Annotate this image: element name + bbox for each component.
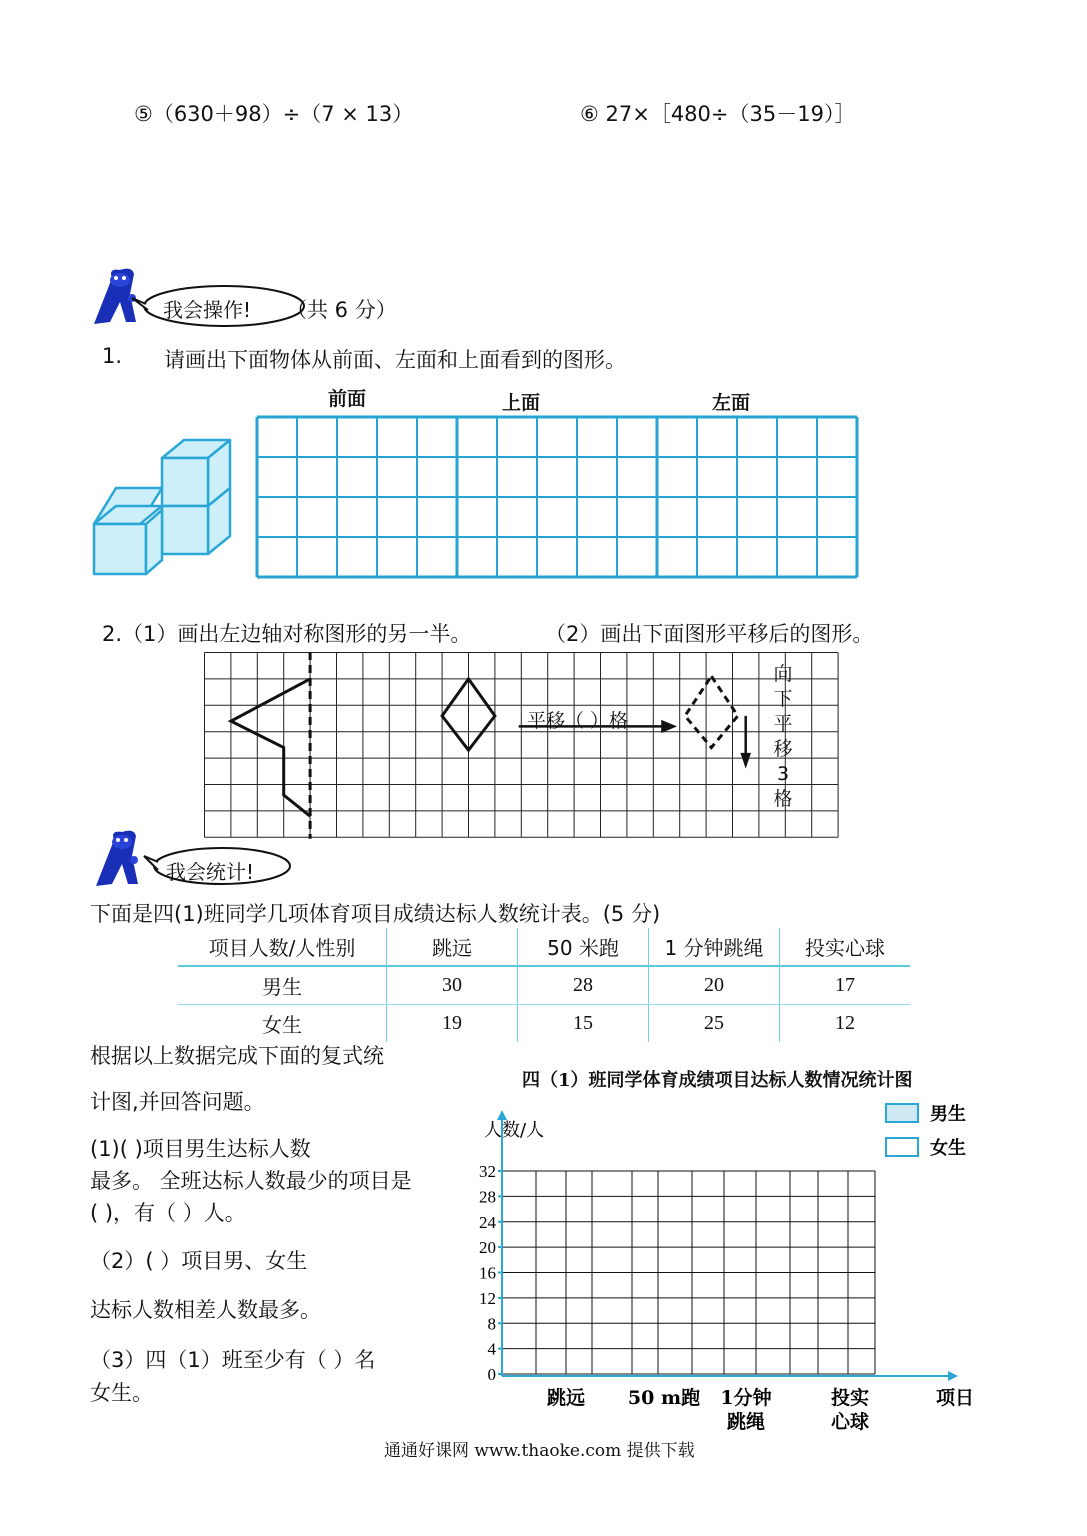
translate-label: 平移（ ）格 xyxy=(527,710,629,732)
chart-title: 四（1）班同学体育成绩项目达标人数情况统计图 xyxy=(522,1070,913,1091)
table-cell: 15 xyxy=(518,1005,649,1043)
grid-label-top: 上面 xyxy=(502,392,541,414)
table-header-row xyxy=(178,928,910,966)
down-label-char: 移 xyxy=(773,738,793,760)
table-row xyxy=(178,1005,910,1043)
expression-5: ⑤（630＋98）÷（7 × 13） xyxy=(134,102,414,126)
half-figure xyxy=(231,679,310,816)
grid-label-left: 左面 xyxy=(712,392,751,414)
q2-line-a: （2）( ）项目男、女生 xyxy=(90,1249,308,1273)
stats-intro: 下面是四(1)班同学几项体育项目成绩达标人数统计表。(5 分) xyxy=(90,902,661,926)
table-row xyxy=(178,966,910,1005)
y-axis-label: 人数/人 xyxy=(484,1120,545,1141)
grid-label-front: 前面 xyxy=(328,388,367,410)
y-tick-label: 4 xyxy=(487,1339,496,1359)
down-label-char: 格 xyxy=(773,788,793,810)
arrow-head-icon xyxy=(740,753,751,769)
q2-line-b: 达标人数相差人数最多。 xyxy=(90,1298,321,1322)
legend-swatch xyxy=(886,1104,918,1122)
dashed-diamond-shape xyxy=(685,676,738,747)
y-tick-label: 16 xyxy=(479,1263,496,1283)
x-tick-label: 跳绳 xyxy=(726,1411,766,1433)
q1-line-c: ( )，有（ ）人。 xyxy=(90,1201,246,1225)
table-cell: 12 xyxy=(780,1005,911,1043)
bubble-operate-title: 我会操作! xyxy=(163,298,252,322)
table-header-cell: 投实心球 xyxy=(780,928,911,966)
table-cell: 女生 xyxy=(262,1013,302,1037)
q2-text-2: （2）画出下面图形平移后的图形。 xyxy=(545,622,874,646)
cube-figure xyxy=(90,436,234,578)
table-header-cell: 1 分钟跳绳 xyxy=(649,928,780,966)
q3-line-b: 女生。 xyxy=(90,1381,153,1405)
y-tick-label: 8 xyxy=(487,1314,496,1334)
table-cell: 男生 xyxy=(178,966,387,1005)
y-tick-label: 32 xyxy=(479,1162,496,1181)
expression-6: ⑥ 27×［480÷（35－19）］ xyxy=(580,102,856,126)
q2-text-1: 2.（1）画出左边轴对称图形的另一半。 xyxy=(102,622,472,646)
table-header-cell: 跳远 xyxy=(387,928,518,966)
q1-text: 请画出下面物体从前面、左面和上面看到的图形。 xyxy=(164,348,626,372)
bubble-stats-title: 我会统计! xyxy=(166,860,255,884)
y-tick-label: 28 xyxy=(479,1187,496,1207)
y-tick-label: 0 xyxy=(487,1365,496,1384)
table-cell: 20 xyxy=(649,966,780,1005)
q1-line-b: 最多。 全班达标人数最少的项目是 xyxy=(90,1169,412,1193)
x-tick-label: 投实 xyxy=(830,1387,870,1409)
legend-swatch xyxy=(886,1138,918,1156)
instruction-line-2: 计图,并回答问题。 xyxy=(90,1090,265,1114)
down-shift-label xyxy=(772,662,794,812)
q1-number: 1. xyxy=(102,344,123,368)
y-axis-arrow-icon xyxy=(497,1110,507,1120)
section-points: （共 6 分） xyxy=(286,298,397,322)
table-cell: 30 xyxy=(387,966,518,1005)
bar-chart[interactable] xyxy=(470,1098,980,1438)
symmetry-translation-grid[interactable] xyxy=(204,652,844,842)
y-tick-label: 20 xyxy=(479,1238,496,1258)
stats-table xyxy=(178,928,910,1042)
q3-line-a: （3）四（1）班至少有（ ）名 xyxy=(90,1348,376,1372)
down-label-char: 下 xyxy=(773,688,793,710)
x-tick-label: 心球 xyxy=(830,1411,870,1433)
view-grid[interactable] xyxy=(256,416,858,578)
x-axis-label: 项日 xyxy=(936,1387,975,1409)
y-tick-label: 12 xyxy=(479,1288,496,1308)
q1-line-a: (1)( )项目男生达标人数 xyxy=(90,1137,311,1161)
instruction-line-1: 根据以上数据完成下面的复式统 xyxy=(90,1044,384,1068)
legend-label: 男生 xyxy=(930,1104,966,1125)
down-label-char: 向 xyxy=(773,663,793,685)
table-cell: 25 xyxy=(649,1005,780,1043)
x-axis-arrow-icon xyxy=(948,1371,958,1381)
footer-credit: 通通好课网 www.thaoke.com 提供下载 xyxy=(384,1441,695,1461)
table-header-cell: 50 米跑 xyxy=(518,928,649,966)
table-cell: 19 xyxy=(387,1005,518,1043)
y-tick-label: 24 xyxy=(479,1212,496,1232)
down-label-char: 平 xyxy=(773,713,793,735)
x-tick-label: 跳远 xyxy=(546,1387,586,1409)
x-tick-label: 50 m跑 xyxy=(627,1387,701,1409)
table-cell: 28 xyxy=(518,966,649,1005)
table-cell: 17 xyxy=(780,966,911,1005)
x-tick-label: 1分钟 xyxy=(720,1387,772,1409)
down-label-char: 3 xyxy=(776,763,790,785)
table-header-cell: 项目人数/人性别 xyxy=(178,928,387,966)
legend-label: 女生 xyxy=(930,1138,966,1159)
arrow-head-icon xyxy=(661,720,677,733)
